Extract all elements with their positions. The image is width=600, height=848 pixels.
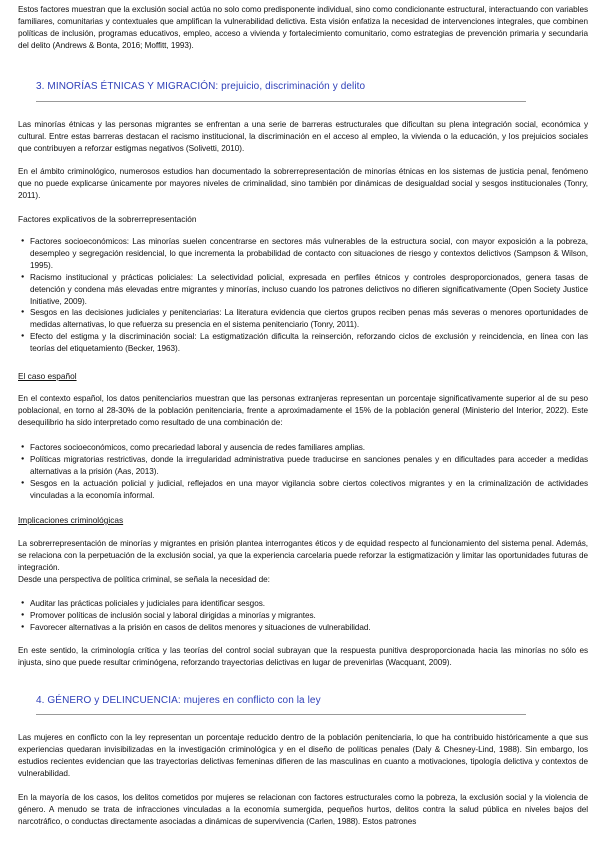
factors-list bbox=[18, 236, 588, 355]
section-4-paragraph-1: Las mujeres en conflicto con la ley representan un porcentaje reducido dentro de la población penitenciaria, lo que ha contribuido históricamente a que sus experiencias quedaran invisibilizadas en la investigación criminológica y en el diseño de políticas penales (Daly & Chesney-Lind, 1988). Sin embargo, los estudios recientes evidencian que las trayectorias delictivas femeninas difieren de las masculinas en cuanto a motivaciones, tipología delictiva y contextos de vulnerabilidad. bbox=[18, 733, 588, 778]
section-3-closing-paragraph: En este sentido, la criminología crítica y las teorías del control social subrayan que la respuesta punitiva desproporcionada hacia las minorías no sólo es injusta, sino que puede resultar criminógena, reforzando trayectorias delictivas en lugar de prevenirlas (Wacquant, 2009). bbox=[18, 646, 588, 667]
implications-subtitle: Implicaciones criminológicas bbox=[18, 515, 124, 525]
implications-paragraph-2: Desde una perspectiva de política criminal, se señala la necesidad de: bbox=[18, 575, 270, 584]
list-item: ● Promover políticas de inclusión social y laboral dirigidas a minorías y migrantes. bbox=[18, 610, 588, 622]
section-3-paragraph-2: En el ámbito criminológico, numerosos estudios han documentado la sobrerrepresentación de minorías étnicas en los sistemas de justicia penal, fenómeno que no puede explicarse únicamente por mayores niveles de criminalidad, sino también por dinámicas de desigualdad social y sesgos institucionales (Tonry, 2011). bbox=[18, 167, 588, 200]
section-4-divider bbox=[36, 714, 526, 715]
list-item: ● Factores socioeconómicos: Las minorías suelen concentrarse en sectores más vulnerables de la estructura social, con mayor exposición a la pobreza, desempleo y segregación residencial, lo que incrementa la probabilidad de contacto con situaciones de riesgo y contextos delictivos (Sampson & Wilson, 1995). bbox=[18, 236, 588, 272]
factors-subtitle: Factores explicativos de la sobrerrepresentación bbox=[18, 214, 197, 224]
section-4-heading: 4. GÉNERO y DELINCUENCIA: mujeres en conflicto con la ley bbox=[36, 695, 321, 706]
list-item: ● Auditar las prácticas policiales y judiciales para identificar sesgos. bbox=[18, 598, 588, 610]
list-item: ● Racismo institucional y prácticas policiales: La selectividad policial, expresada en perfiles étnicos y controles desproporcionados, genera tasas de detención y condena más elevadas entre migrantes y minorías, incluso cuando los patrones delictivos no difieren significativamente (Open Society Justice Initiative, 2009). bbox=[18, 272, 588, 308]
section-4-paragraph-2: En la mayoría de los casos, los delitos cometidos por mujeres se relacionan con factores estructurales como la pobreza, la exclusión social y la violencia de género. A menudo se trata de infracciones vinculadas a la economía sumergida, pequeños hurtos, delitos contra la salud pública en niveles bajos del narcotráfico, o conductas directamente asociadas a dinámicas de supervivencia (Carlen, 1988). Estos patrones bbox=[18, 793, 588, 826]
list-item: ● Sesgos en la actuación policial y judicial, reflejados en una mayor vigilancia sobre ciertos colectivos migrantes y en la criminalización de actividades vinculadas a la economía informal. bbox=[18, 478, 588, 502]
implications-list bbox=[18, 598, 588, 634]
list-item: ● Favorecer alternativas a la prisión en casos de delitos menores y situaciones de vulnerabilidad. bbox=[18, 622, 588, 634]
list-item: ● Efecto del estigma y la discriminación social: La estigmatización dificulta la reinserción, reforzando ciclos de exclusión y reincidencia, en línea con las teorías del etiquetamiento (Becker, 1963). bbox=[18, 331, 588, 355]
section-3-heading: 3. MINORÍAS ÉTNICAS Y MIGRACIÓN: prejuicio, discriminación y delito bbox=[36, 81, 366, 92]
section-3-divider bbox=[36, 101, 526, 102]
implications-paragraph-1: La sobrerrepresentación de minorías y migrantes en prisión plantea interrogantes éticos y de equidad respecto al funcionamiento del sistema penal. Además, se relaciona con la perpetuación de la exclusión social, ya que la experiencia carcelaria puede reforzar la estigmatización y limitar las oportunidades futuras de integración. bbox=[18, 539, 588, 572]
list-item: ● Factores socioeconómicos, como precariedad laboral y ausencia de redes familiares amplias. bbox=[18, 442, 588, 454]
intro-paragraph: Estos factores muestran que la exclusión social actúa no solo como predisponente individual, sino como condicionante estructural, interactuando con variables familiares, comunitarias y contextuales que amplifican la vulnerabilidad delictiva. Esta visión enfatiza la necesidad de intervenciones integrales, que combinen políticas de inclusión, programas educativos, empleo, acceso a vivienda y fortalecimiento comunitario, como estrategias de prevención primaria y secundaria del delito (Andrews & Bonta, 2016; Moffitt, 1993). bbox=[18, 5, 588, 50]
list-item: ● Sesgos en las decisiones judiciales y penitenciarias: La literatura evidencia que ciertos grupos reciben penas más severas o menores oportunidades de medidas alternativas, lo que refuerza su presencia en el sistema penitenciario (Tonry, 2011). bbox=[18, 307, 588, 331]
section-3-paragraph-1: Las minorías étnicas y las personas migrantes se enfrentan a una serie de barreras estructurales que dificultan su plena integración social, económica y cultural. Entre estas barreras destacan el racismo institucional, la discriminación en el acceso al empleo, la vivienda o la educación, y los prejuicios sociales que contribuyen a reforzar estigmas negativos (Solivetti, 2010). bbox=[18, 120, 588, 153]
list-item: ● Políticas migratorias restrictivas, donde la irregularidad administrativa puede traducirse en sanciones penales y en dificultades para acceder a medidas alternativas a la prisión (Aas, 2013). bbox=[18, 454, 588, 478]
spain-list bbox=[18, 442, 588, 502]
spain-subtitle: El caso español bbox=[18, 371, 77, 381]
spain-paragraph: En el contexto español, los datos penitenciarios muestran que las personas extranjeras representan un porcentaje significativamente superior al de su peso poblacional, en torno al 28-30% de la población penitenciaria, frente a aproximadamente el 15% de la población general (Ministerio del Interior, 2022). Este desequilibrio ha sido interpretado como resultado de una combinación de: bbox=[18, 394, 588, 427]
